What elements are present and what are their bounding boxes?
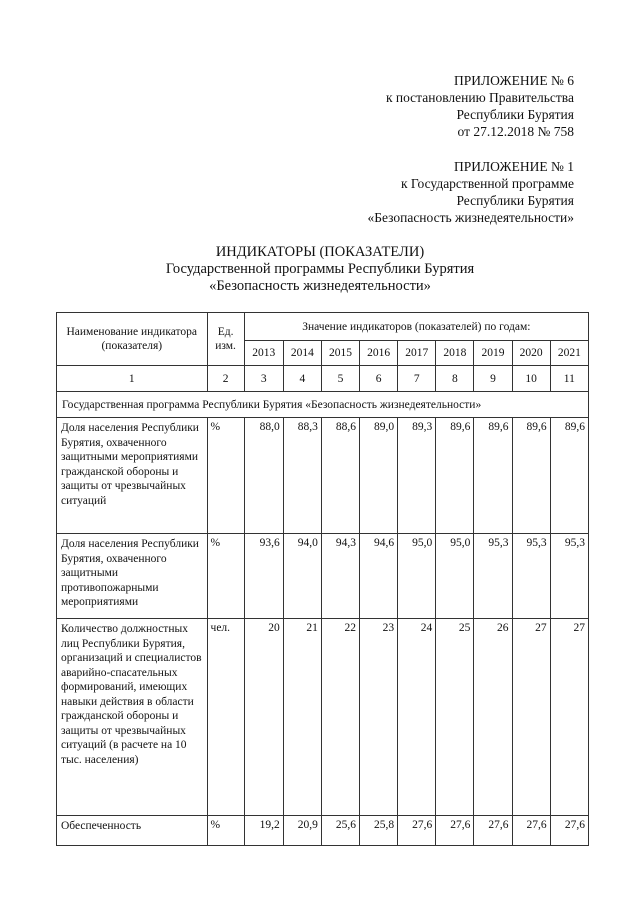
indicator-unit: %	[207, 418, 244, 534]
indicator-value: 24	[398, 619, 436, 816]
indicator-value: 22	[321, 619, 359, 816]
indicator-value: 25,8	[360, 816, 398, 846]
indicator-value: 88,3	[283, 418, 321, 534]
header-values: Значение индикаторов (показателей) по годам:	[244, 313, 588, 341]
indicator-value: 25	[436, 619, 474, 816]
document-title	[0, 244, 640, 295]
indicator-value: 27,6	[436, 816, 474, 846]
section-title: Государственная программа Республики Бурятия «Безопасность жизнедеятельности»	[57, 392, 589, 418]
indicator-value: 89,3	[398, 418, 436, 534]
indicator-value: 93,6	[244, 534, 283, 619]
column-number: 7	[398, 366, 436, 392]
title-line-3: «Безопасность жизнедеятельности»	[209, 278, 431, 294]
annex-1-block	[367, 158, 574, 226]
indicator-value: 89,6	[550, 418, 588, 534]
indicator-value: 88,0	[244, 418, 283, 534]
indicator-value: 26	[474, 619, 512, 816]
header-unit: Ед. изм.	[207, 313, 244, 366]
header-year: 2018	[436, 341, 474, 366]
indicator-value: 95,0	[436, 534, 474, 619]
header-name: Наименование индикатора (показателя)	[57, 313, 208, 366]
indicator-value: 89,6	[512, 418, 550, 534]
indicator-value: 94,6	[360, 534, 398, 619]
column-numbers-row	[57, 366, 589, 392]
indicator-value: 88,6	[321, 418, 359, 534]
header-year: 2013	[244, 341, 283, 366]
table-row	[57, 418, 589, 534]
column-number: 2	[207, 366, 244, 392]
column-number: 10	[512, 366, 550, 392]
indicator-name: Обеспеченность	[57, 816, 208, 846]
indicator-value: 89,0	[360, 418, 398, 534]
annex-1-line: к Государственной программе	[400, 176, 574, 191]
column-number: 5	[321, 366, 359, 392]
column-number: 11	[550, 366, 588, 392]
indicator-name: Доля населения Республики Бурятия, охвачeнного защитными противопожарными мероприятиями	[57, 534, 208, 619]
column-number: 3	[244, 366, 283, 392]
annex-1-line: Республики Бурятия	[456, 193, 574, 208]
indicator-value: 23	[360, 619, 398, 816]
header-year: 2017	[398, 341, 436, 366]
indicator-value: 25,6	[321, 816, 359, 846]
indicator-value: 20	[244, 619, 283, 816]
indicator-value: 89,6	[474, 418, 512, 534]
table-row	[57, 619, 589, 816]
indicator-value: 94,0	[283, 534, 321, 619]
annex-6-line: Республики Бурятия	[456, 107, 574, 122]
column-number: 8	[436, 366, 474, 392]
header-year: 2019	[474, 341, 512, 366]
indicator-value: 27,6	[512, 816, 550, 846]
annex-6-title: ПРИЛОЖЕНИЕ № 6	[453, 73, 574, 88]
title-line-1: ИНДИКАТОРЫ (ПОКАЗАТЕЛИ)	[215, 244, 425, 260]
indicator-name: Количество должностных лиц Республики Бурятия, организаций и специалистов аварийно-спасательных формирований, имеющих навыки действия в области гражданской обороны и защиты от чрезвычайных ситуаций (в расчете на 10 тыс. населения)	[57, 619, 208, 816]
indicator-value: 27	[550, 619, 588, 816]
annex-1-title: ПРИЛОЖЕНИЕ № 1	[453, 159, 574, 174]
indicator-value: 27,6	[550, 816, 588, 846]
column-number: 1	[57, 366, 208, 392]
indicator-value: 89,6	[436, 418, 474, 534]
header-year: 2020	[512, 341, 550, 366]
indicator-value: 95,3	[512, 534, 550, 619]
indicator-value: 27,6	[474, 816, 512, 846]
indicator-name: Доля населения Республики Бурятия, охваченного защитными мероприятиями гражданской обороны и защиты от чрезвычайных ситуаций	[57, 418, 208, 534]
header-row	[57, 313, 589, 341]
table-row	[57, 534, 589, 619]
indicator-value: 27	[512, 619, 550, 816]
annex-1-program: «Безопасность жизнедеятельности»	[367, 210, 574, 225]
header-year: 2021	[550, 341, 588, 366]
indicator-value: 94,3	[321, 534, 359, 619]
section-row	[57, 392, 589, 418]
indicator-value: 20,9	[283, 816, 321, 846]
indicator-value: 27,6	[398, 816, 436, 846]
indicator-value: 19,2	[244, 816, 283, 846]
indicator-unit: чел.	[207, 619, 244, 816]
header-year: 2016	[360, 341, 398, 366]
column-number: 9	[474, 366, 512, 392]
indicator-unit: %	[207, 816, 244, 846]
annex-6-line: к постановлению Правительства	[385, 90, 574, 105]
annex-6-date: от 27.12.2018 № 758	[457, 124, 574, 139]
indicators-table	[56, 312, 589, 846]
header-year: 2014	[283, 341, 321, 366]
indicator-unit: %	[207, 534, 244, 619]
title-line-2: Государственной программы Республики Бурятия	[165, 261, 475, 277]
column-number: 4	[283, 366, 321, 392]
column-number: 6	[360, 366, 398, 392]
indicator-value: 95,0	[398, 534, 436, 619]
annex-6-block	[386, 72, 574, 140]
indicator-value: 21	[283, 619, 321, 816]
indicator-value: 95,3	[474, 534, 512, 619]
table-row	[57, 816, 589, 846]
indicator-value: 95,3	[550, 534, 588, 619]
header-year: 2015	[321, 341, 359, 366]
